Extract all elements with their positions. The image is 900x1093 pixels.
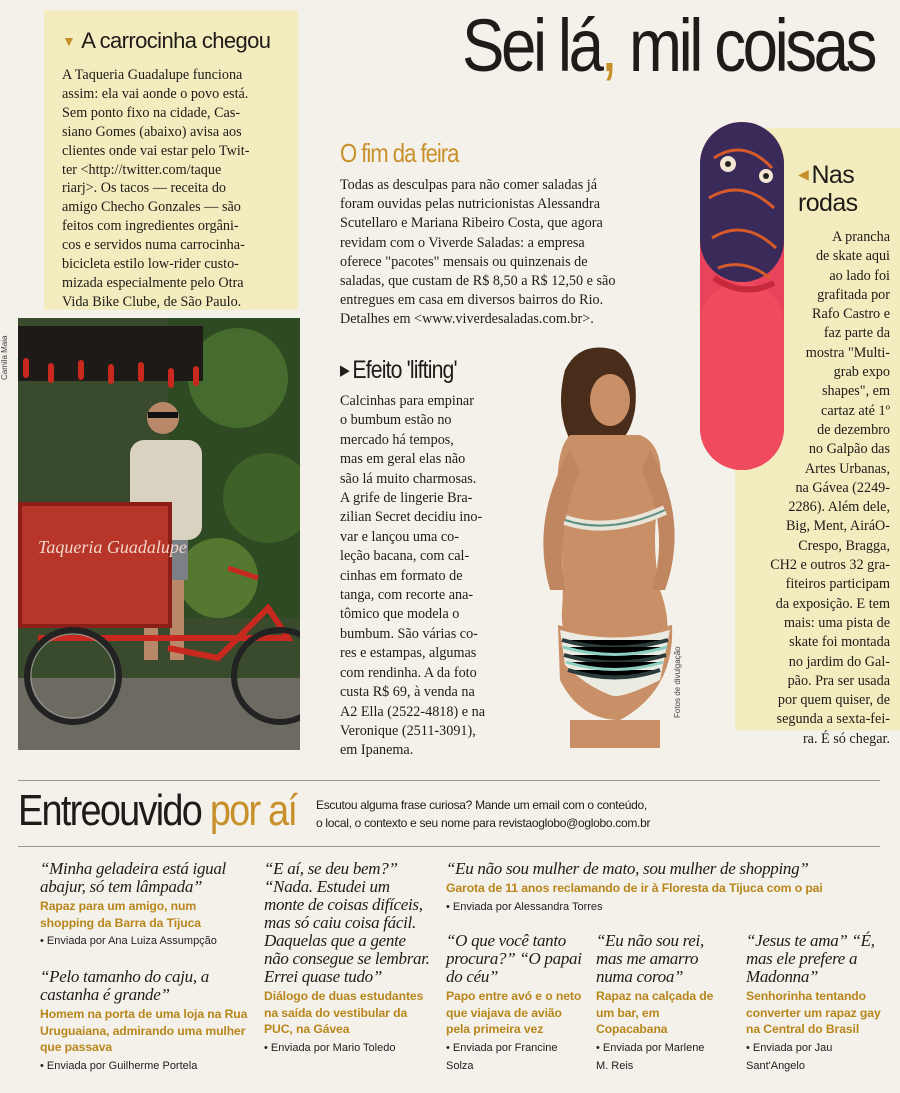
body-line: ao lado foi (829, 267, 890, 284)
intro-line: Escutou alguma frase curiosa? Mande um email com o conteúdo, (316, 798, 647, 812)
quote-text: “Minha geladeira está igual abajur, só tem lâmpada” (40, 859, 226, 896)
quote-item (446, 860, 866, 915)
quote-text: “Eu não sou rei, mas me amarro numa coroa” (596, 931, 704, 986)
carrocinha-title (62, 28, 270, 54)
quote-sender: • Enviada por Mario Toledo (264, 1041, 432, 1056)
quote-text: “E aí, se deu bem?” “Nada. Estudei um monte de coisas difíceis, mas só caiu coisa fácil. Daquelas que a gente não consegue se lembrar. Errei quase tudo” (264, 859, 430, 986)
body-line: Todas as desculpas para não comer saladas já (340, 177, 598, 193)
feira-title: O fim da feira (340, 138, 459, 168)
quote-context: Homem na porta de uma loja na Rua Uruguaiana, admirando uma mulher que passava (40, 1007, 248, 1054)
body-line: shapes", em (821, 383, 890, 400)
body-line: Rafo Castro e (811, 306, 890, 323)
body-line: ter <http://twitter.com/taque (62, 161, 222, 178)
quote-sender: • Enviada por Alessandra Torres (446, 900, 866, 915)
body-line: Scutellaro e Mariana Ribeiro Costa, que agora (340, 215, 603, 232)
quote-sender-cont: Solza (446, 1059, 474, 1072)
body-line: skate foi montada (789, 634, 890, 651)
triangle-left-icon: ◀ (798, 166, 812, 182)
body-line: o bumbum estão no (340, 412, 452, 429)
body-line: bumbum. São várias co- (340, 625, 478, 642)
body-line: CH2 e outros 32 gra- (770, 557, 890, 574)
feira-body (340, 176, 652, 330)
body-line: A2 Ella (2522-4818) e na (340, 703, 485, 720)
body-line: mercado há tempos, (340, 431, 454, 448)
body-line: grafitada por (817, 286, 890, 303)
quote-item (746, 932, 892, 1074)
body-line: foram ouvidas pelas nutricionistas Alessandra (340, 196, 601, 213)
body-line: 2286). Além dele, (788, 499, 890, 516)
body-line: mizada especialmente pelo Otra (62, 274, 244, 291)
section-divider-bottom (18, 846, 880, 847)
section-divider-top (18, 780, 880, 781)
taco-cart-photo (18, 318, 300, 750)
body-line: mas em geral elas não (340, 451, 466, 468)
body-line: Artes Urbanas, (804, 460, 890, 477)
body-line: siano Gomes (abaixo) avisa aos (62, 123, 242, 140)
triangle-down-icon: ▼ (62, 33, 76, 49)
carrocinha-title-text: A carrocinha chegou (81, 28, 271, 53)
quote-sender: • Enviada por Ana Luiza Assumpção (40, 934, 250, 949)
body-line: segunda a sexta-fei- (776, 711, 890, 728)
body-line: no jardim do Gal- (788, 653, 890, 670)
body-line: var e lançou uma co- (340, 528, 459, 545)
photo-credit-divulgacao: Fotos de divulgação (673, 646, 682, 718)
body-line: amigo Checho Gonzales — são (62, 199, 241, 216)
quote-context: Diálogo de duas estudantes na saída do vestibular da PUC, na Gávea (264, 989, 424, 1036)
quote-sender: • Enviada por Guilherme Portela (40, 1059, 250, 1074)
quote-context: Rapaz para um amigo, num shopping da Barra da Tijuca (40, 899, 201, 930)
body-line: bicicleta estilo low-rider custo- (62, 256, 239, 273)
body-line: revidam com o Viverde Saladas: a empresa (340, 234, 585, 251)
quote-text: “Eu não sou mulher de mato, sou mulher de shopping” (446, 859, 809, 878)
body-line: Calcinhas para empinar (340, 393, 474, 409)
quote-sender: • Enviada por Francine (446, 1041, 586, 1056)
lifting-title-text: Efeito 'lifting' (352, 356, 457, 384)
body-line: mostra "Multi- (805, 344, 890, 361)
triangle-right-icon: ▶ (340, 362, 349, 379)
lifting-title (340, 356, 457, 385)
body-line: res e estampas, algumas (340, 645, 477, 662)
quote-text: “Pelo tamanho do caju, a castanha é grande” (40, 967, 209, 1004)
rodas-title-line1: Nas (811, 161, 855, 189)
body-line: mais: uma pista de (784, 614, 890, 631)
body-line: entregues em casa em diversos bairros do Rio. (340, 292, 604, 309)
body-line: clientes onde vai estar pelo Twit- (62, 142, 250, 159)
body-line: Detalhes em <www.viverdesaladas.com.br>. (340, 311, 594, 328)
body-line: leção bacana, com cal- (340, 548, 470, 565)
headline-comma: , (600, 4, 615, 87)
intro-line: o local, o contexto e seu nome para revistaoglobo@oglobo.com.br (316, 816, 651, 830)
body-line: cartaz até 1º (821, 402, 890, 419)
quote-item (40, 968, 250, 1074)
body-line: ra. É só chegar. (802, 730, 890, 747)
body-line: com rendinha. A da foto (340, 664, 477, 681)
body-line: por quem quiser, de (777, 692, 890, 709)
cart-sign-text: Taqueria Guadalupe (38, 537, 187, 557)
quote-context: Papo entre avó e o neto que viajava de avião pela primeira vez (446, 989, 582, 1036)
body-line: A grife de lingerie Bra- (340, 490, 473, 507)
body-line: Big, Ment, AiráO- (785, 518, 890, 535)
photo-credit-camila: Camila Maia (0, 335, 9, 380)
body-line: tanga, com recorte ana- (340, 587, 474, 604)
quote-context: Rapaz na calçada de um bar, em Copacabana (596, 989, 714, 1036)
body-line: Vida Bike Clube, de São Paulo. (62, 293, 242, 310)
body-line: fiteiros participam (785, 576, 890, 593)
body-line: feitos com ingredientes orgâni- (62, 218, 239, 235)
body-line: A prancha (832, 229, 890, 245)
body-line: zilian Secret decidiu ino- (340, 509, 483, 526)
body-line: Veronique (2511-3091), (340, 722, 476, 739)
body-line: oferece "pacotes" mensais ou quinzenais de (340, 253, 588, 270)
carrocinha-body (62, 66, 286, 312)
entreouvido-title (18, 786, 296, 836)
bikini-model-photo (510, 340, 700, 748)
quote-sender: • Enviada por Jau (746, 1041, 892, 1056)
quote-item (40, 860, 250, 949)
quote-sender-cont: Sant'Angelo (746, 1059, 805, 1072)
body-line: cinhas em formato de (340, 567, 463, 584)
entreouvido-title-main: Entreouvido (18, 786, 202, 835)
entreouvido-intro (316, 796, 676, 832)
quote-text: “Jesus te ama” “É, mas ele prefere a Madonna” (746, 931, 875, 986)
body-line: na Gávea (2249- (795, 479, 890, 496)
quote-text: “O que você tanto procura?” “O papai do céu” (446, 931, 582, 986)
headline-part2: mil coisas (614, 4, 875, 87)
body-line: de dezembro (817, 421, 890, 438)
quote-sender: • Enviada por Marlene (596, 1041, 732, 1056)
body-line: em Ipanema. (340, 742, 414, 759)
body-line: custa R$ 69, à venda na (340, 684, 475, 701)
rodas-title-line2: rodas (798, 189, 858, 217)
lifting-body (340, 392, 535, 761)
headline-part1: Sei lá (462, 4, 601, 87)
body-line: assim: ela vai aonde o povo está. (62, 85, 249, 102)
body-line: grab expo (833, 364, 890, 381)
body-line: A Taqueria Guadalupe funciona (62, 67, 243, 83)
body-line: tômico que modela o (340, 606, 460, 623)
page-title (462, 6, 874, 86)
body-line: pão. Pra ser usada (787, 672, 890, 689)
quote-context: Garota de 11 anos reclamando de ir à Floresta da Tijuca com o pai (446, 881, 823, 895)
quote-item (446, 932, 586, 1074)
body-line: faz parte da (823, 325, 890, 342)
body-line: cos e servidos numa carrocinha- (62, 237, 245, 254)
body-line: no Galpão das (808, 441, 890, 458)
entreouvido-title-accent: por aí (201, 786, 297, 835)
body-line: Sem ponto fixo na cidade, Cas- (62, 104, 241, 121)
body-line: Crespo, Bragga, (798, 537, 890, 554)
quote-context: Senhorinha tentando converter um rapaz gay na Central do Brasil (746, 989, 881, 1036)
body-line: saladas, que custam de R$ 8,50 a R$ 12,50 e são (340, 273, 616, 290)
quote-item (596, 932, 732, 1074)
quote-item (264, 860, 432, 1056)
body-line: de skate aqui (815, 248, 890, 265)
rodas-body (752, 228, 890, 749)
body-line: riarj>. Os tacos — receita do (62, 180, 227, 197)
quote-sender-cont: M. Reis (596, 1059, 634, 1072)
body-line: da exposição. E tem (775, 595, 890, 612)
body-line: são lá muito charmosas. (340, 470, 477, 487)
rodas-title (798, 160, 858, 217)
